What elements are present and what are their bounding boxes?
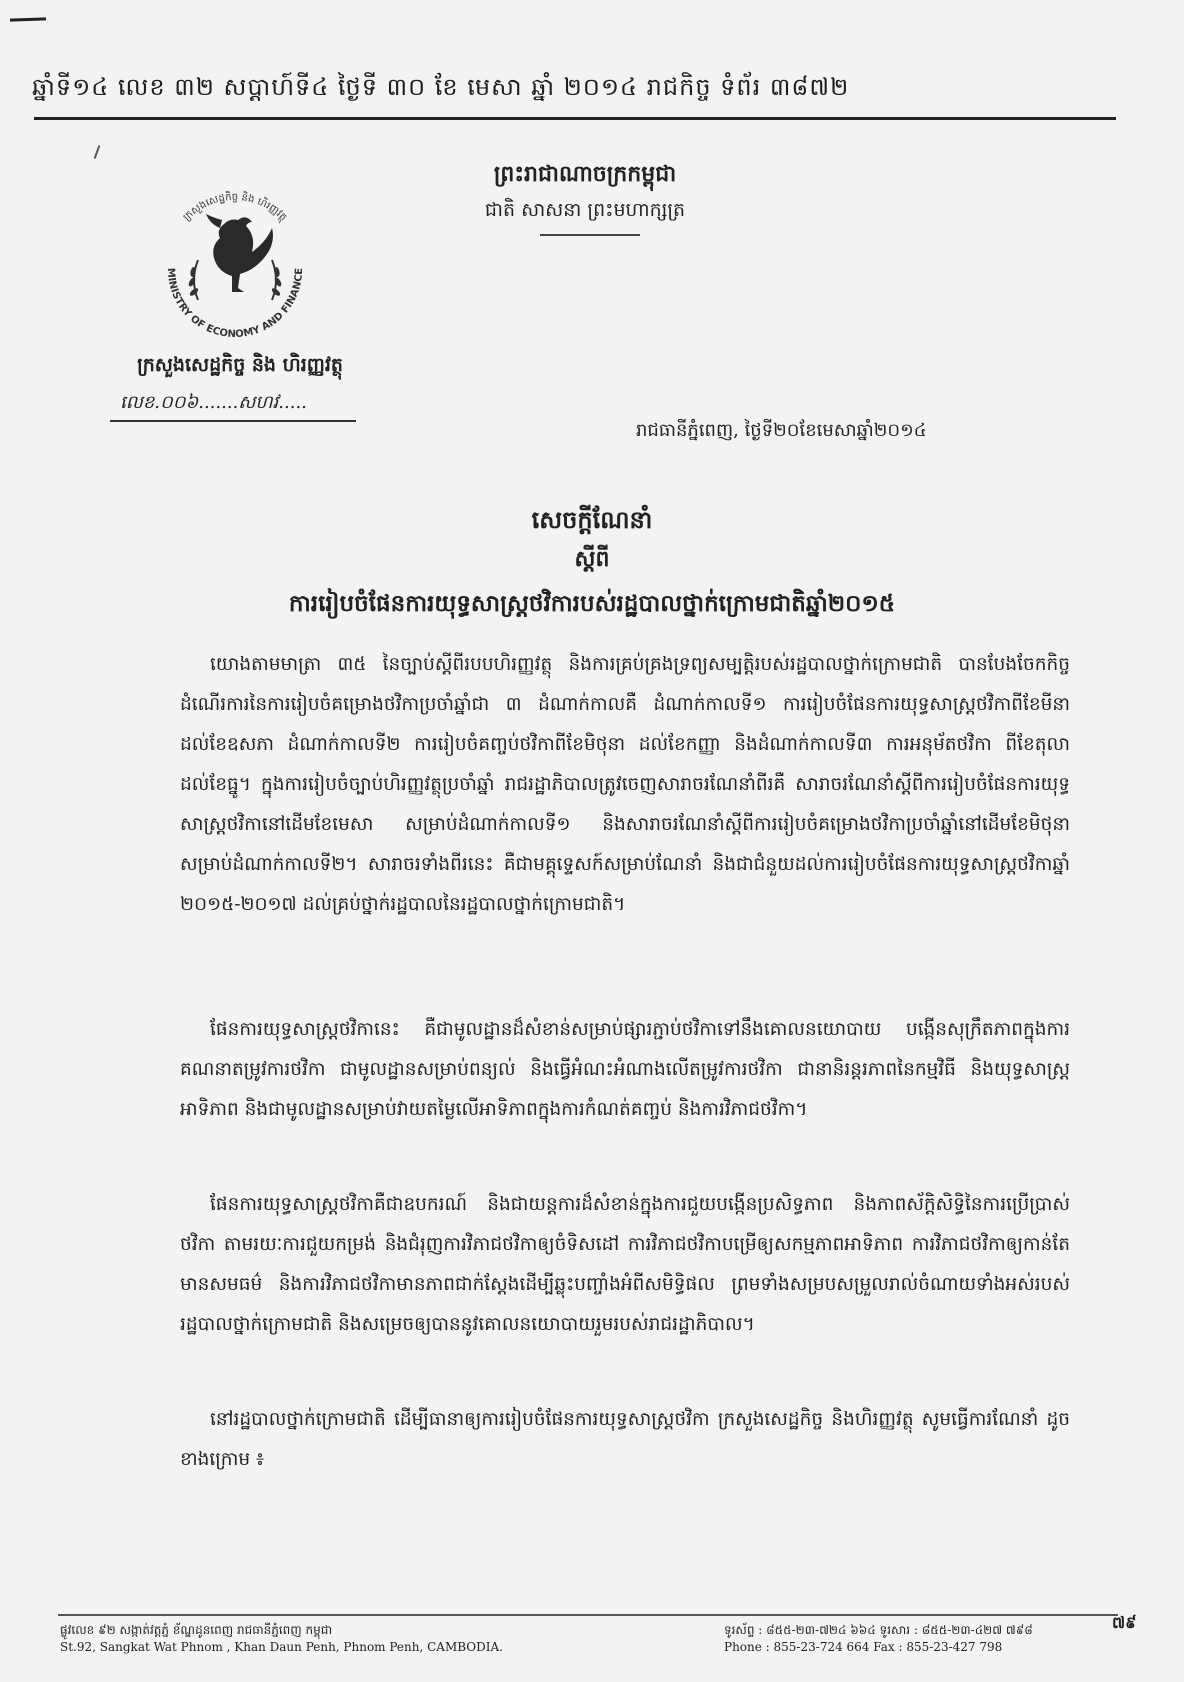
- ministry-name: ក្រសួងសេដ្ឋកិច្ច និង ហិរញ្ញវត្ថុ: [137, 354, 343, 376]
- motto-ornament: [540, 234, 640, 236]
- date-line: រាជធានីភ្នំពេញ, ថ្ងៃទី២០ខែមេសាឆ្នាំ២០១៤: [636, 420, 927, 441]
- footer-address-en: St.92, Sangkat Wat Phnom , Khan Daun Penh, Phnom Penh, CAMBODIA.: [60, 1640, 503, 1654]
- kingdom-title: ព្រះរាជាណាចក្រកម្ពុជា: [493, 161, 677, 187]
- paragraph-3: ផែនការយុទ្ធសាស្ត្រថវិកាគឺជាឧបករណ៍ និងជាយន្តការដ៏សំខាន់ក្នុងការជួយបង្កើនប្រសិទ្ធភាព និងភាពស័ក្តិសិទ្ធិនៃការប្រើប្រាស់ថវិកា តាមរយៈការជួយកម្រង់ និងជំរុញការវិភាជថវិកាឲ្យចំទិសដៅ ការវិភាជថវិកាបម្រើឲ្យសកម្មភាពអាទិភាព ការវិភាជថវិកាឲ្យកាន់តែមានសមធម៌ និងការវិភាជថវិកាមានភាពជាក់ស្តែងដើម្បីឆ្លុះបញ្ចាំងអំពីសមិទ្ធិផល ព្រមទាំងសម្របសម្រួលរាល់ចំណាយទាំងអស់របស់រដ្ឋបាលថ្នាក់ក្រោមជាតិ និងសម្រេចឲ្យបាននូវគោលនយោបាយរួមរបស់រាជរដ្ឋាភិបាល។: [180, 1194, 1070, 1335]
- paragraph-4: នៅរដ្ឋបាលថ្នាក់ក្រោមជាតិ ដើម្បីធានាឲ្យការរៀបចំផែនការយុទ្ធសាស្ត្រថវិកា ក្រសួងសេដ្ឋកិច្ច និងហិរញ្ញវត្ថុ សូមធ្វើការណែនាំ ដូចខាងក្រោម ៖: [180, 1409, 1070, 1470]
- footer-contact: [724, 1622, 1033, 1656]
- document-title-about: ស្តីពី: [574, 546, 610, 572]
- seal-text-top: ក្រសួងសេដ្ឋកិច្ច និង ហិរញ្ញវត្ថុ: [181, 191, 289, 224]
- footer-rule: [58, 1614, 1118, 1616]
- letter-number-rule: [110, 420, 356, 422]
- gazette-header: ឆ្នាំទី១៤ លេខ ៣២ សប្តាហ៍ទី៤ ថ្ងៃទី ៣០ ខែ មេសា ឆ្នាំ ២០១៤ រាជកិច្ច ទំព័រ ៣៨៧២: [32, 73, 850, 101]
- footer-contact-en: Phone : 855-23-724 664 Fax : 855-23-427 798: [724, 1640, 1003, 1654]
- letter-number: លេខ.០០៦.......សហវ.....: [120, 392, 307, 413]
- svg-text:ក្រសួងសេដ្ឋកិច្ច និង ហិរញ្ញវត្: [181, 190, 288, 225]
- seal-icon: [150, 180, 320, 350]
- paragraph-1: យោងតាមមាត្រា ៣៥ នៃច្បាប់ស្តីពីរបបហិរញ្ញវត្ថុ និងការគ្រប់គ្រងទ្រព្យសម្បត្តិរបស់រដ្ឋបាលថ្នាក់ក្រោមជាតិ បានបែងចែកកិច្ចដំណើរការនៃការរៀបចំគម្រោងថវិកាប្រចាំឆ្នាំជា ៣ ដំណាក់កាលគឺ ដំណាក់កាលទី១ ការរៀបចំផែនការយុទ្ធសាស្ត្រថវិកាពីខែមីនា ដល់ខែឧសភា ដំណាក់កាលទី២ ការរៀបចំគញ្ចប់ថវិកាពីខែមិថុនា ដល់ខែកញ្ញា និងដំណាក់កាលទី៣ ការអនុម័តថវិកា ពីខែតុលា ដល់ខែធ្នូ។ ក្នុងការរៀបចំច្បាប់ហិរញ្ញវត្ថុប្រចាំឆ្នាំ រាជរដ្ឋាភិបាលត្រូវចេញសារាចរណែនាំពីរគឺ សារាចរណែនាំស្តីពីការរៀបចំផែនការយុទ្ធសាស្ត្រថវិកានៅដើមខែមេសា សម្រាប់ដំណាក់កាលទី១ និងសារាចរណែនាំស្តីពីការរៀបចំគម្រោងថវិកាប្រចាំឆ្នាំនៅដើមខែមិថុនា សម្រាប់ដំណាក់កាលទី២។ សារាចរទាំងពីរនេះ គឺជាមគ្គុទ្ទេសក៍សម្រាប់ណែនាំ និងជាជំនួយដល់ការរៀបចំផែនការយុទ្ធសាស្ត្រថវិកាឆ្នាំ ២០១៥-២០១៧ ដល់គ្រប់ថ្នាក់រដ្ឋបាលនៃរដ្ឋបាលថ្នាក់ក្រោមជាតិ។: [180, 654, 1070, 915]
- paragraph-2: ផែនការយុទ្ធសាស្ត្រថវិកានេះ គឺជាមូលដ្ឋានដ៏សំខាន់សម្រាប់ផ្សារភ្ជាប់ថវិកាទៅនឹងគោលនយោបាយ បង្កើនសុក្រឹតភាពក្នុងការគណនាតម្រូវការថវិកា ជាមូលដ្ឋានសម្រាប់ពន្យល់ និងធ្វើអំណះអំណាងលើតម្រូវការថវិកា ជានានិរន្តរភាពនៃកម្មវិធី និងយុទ្ធសាស្ត្រអាទិភាព និងជាមូលដ្ឋានសម្រាប់វាយតម្លៃលើអាទិភាពក្នុងការកំណត់គញ្ចប់ និងការវិភាជថវិកា។: [180, 1019, 1070, 1120]
- document-subject: ការរៀបចំផែនការយុទ្ធសាស្ត្រថវិការបស់រដ្ឋបាលថ្នាក់ក្រោមជាតិឆ្នាំ២០១៥: [288, 590, 896, 617]
- footer-address-kh: ផ្លូវលេខ ៩២ សង្កាត់វត្តភ្នំ ខ័ណ្ឌដូនពេញ រាជធានីភ្នំពេញ កម្ពុជា: [60, 1623, 333, 1637]
- footer-contact-kh: ទូរស័ព្ទ : ៨៥៥-២៣-៧២៤ ៦៦៤ ទូរសារ : ៨៥៥-២៣-៤២៧ ៧៩៨: [724, 1623, 1033, 1637]
- scan-mark-small: [94, 145, 101, 159]
- page-number: ៧៩: [1112, 1613, 1137, 1632]
- ministry-seal: [150, 180, 320, 350]
- seal-text-bottom: MINISTRY OF ECONOMY AND FINANCE: [164, 267, 306, 341]
- header-rule: [34, 117, 1116, 120]
- footer-address: [60, 1622, 503, 1656]
- scan-mark: [10, 17, 46, 21]
- document-title: សេចក្តីណែនាំ: [531, 505, 653, 534]
- rooster-icon: [206, 214, 273, 292]
- national-motto: ជាតិ សាសនា ព្រះមហាក្សត្រ: [484, 199, 686, 221]
